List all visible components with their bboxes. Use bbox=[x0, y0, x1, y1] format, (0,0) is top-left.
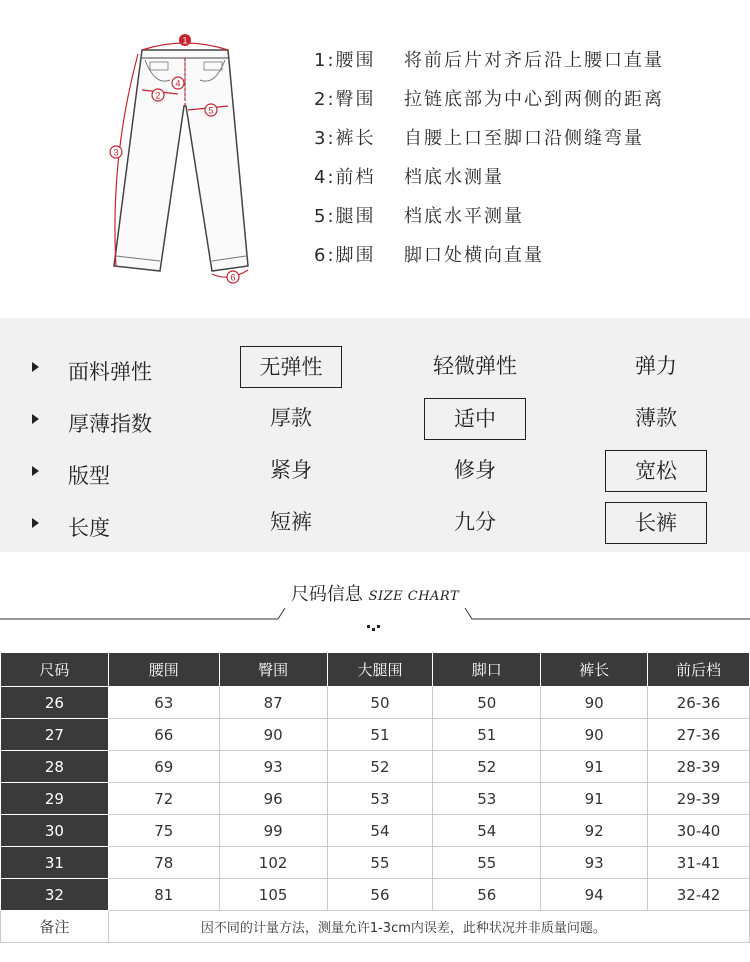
marker-5 bbox=[205, 104, 217, 116]
attribute-option-selected: 无弹性 bbox=[240, 346, 342, 388]
table-row bbox=[1, 751, 750, 783]
column-header: 脚口 bbox=[433, 653, 541, 687]
table-cell: 105 bbox=[219, 879, 327, 911]
legend-term: 3:裤长 bbox=[314, 128, 376, 149]
decor-dots-icon bbox=[367, 624, 383, 632]
table-cell: 90 bbox=[541, 719, 648, 751]
table-cell: 26-36 bbox=[648, 687, 750, 719]
table-cell: 31-41 bbox=[648, 847, 750, 879]
attribute-label: 厚薄指数 bbox=[68, 412, 152, 436]
attribute-option: 九分 bbox=[454, 510, 496, 534]
table-row bbox=[1, 687, 750, 719]
legend-description: 拉链底部为中心到两侧的距离 bbox=[404, 89, 664, 110]
table-row bbox=[1, 815, 750, 847]
column-header: 裤长 bbox=[541, 653, 648, 687]
table-cell: 52 bbox=[433, 751, 541, 783]
title-divider bbox=[0, 604, 750, 624]
bullet-arrow-icon bbox=[32, 414, 39, 424]
table-cell: 54 bbox=[433, 815, 541, 847]
table-cell: 63 bbox=[108, 687, 219, 719]
attribute-option: 轻微弹性 bbox=[433, 354, 517, 378]
svg-text:5: 5 bbox=[208, 105, 214, 116]
legend-row bbox=[314, 202, 734, 241]
table-cell: 56 bbox=[327, 879, 433, 911]
legend-row bbox=[314, 124, 734, 163]
table-cell: 28-39 bbox=[648, 751, 750, 783]
svg-text:4: 4 bbox=[175, 78, 181, 89]
table-cell: 53 bbox=[327, 783, 433, 815]
pants-diagram bbox=[100, 28, 270, 288]
attribute-row-thickness bbox=[0, 396, 750, 448]
table-cell: 27-36 bbox=[648, 719, 750, 751]
attribute-option: 厚款 bbox=[270, 406, 312, 430]
legend-row bbox=[314, 241, 734, 280]
table-cell: 81 bbox=[108, 879, 219, 911]
size-cell: 27 bbox=[1, 719, 109, 751]
table-cell: 96 bbox=[219, 783, 327, 815]
table-cell: 54 bbox=[327, 815, 433, 847]
table-cell: 55 bbox=[327, 847, 433, 879]
size-cell: 29 bbox=[1, 783, 109, 815]
size-chart-title-en: SIZE CHART bbox=[368, 589, 460, 604]
column-header: 大腿围 bbox=[327, 653, 433, 687]
legend-term: 5:腿围 bbox=[314, 206, 376, 227]
size-cell: 30 bbox=[1, 815, 109, 847]
legend-description: 档底水平测量 bbox=[404, 206, 524, 227]
attribute-option: 紧身 bbox=[270, 458, 312, 482]
legend-description: 将前后片对齐后沿上腰口直量 bbox=[404, 50, 664, 71]
size-cell: 32 bbox=[1, 879, 109, 911]
legend-row bbox=[314, 46, 734, 85]
attribute-row-fit bbox=[0, 448, 750, 500]
svg-text:6: 6 bbox=[230, 272, 236, 283]
legend-row bbox=[314, 85, 734, 124]
attribute-label: 长度 bbox=[68, 516, 110, 540]
table-cell: 51 bbox=[433, 719, 541, 751]
attribute-option: 薄款 bbox=[635, 406, 677, 430]
note-label: 备注 bbox=[1, 911, 109, 943]
legend-row bbox=[314, 163, 734, 202]
table-cell: 93 bbox=[541, 847, 648, 879]
table-cell: 55 bbox=[433, 847, 541, 879]
table-cell: 56 bbox=[433, 879, 541, 911]
marker-1 bbox=[179, 34, 191, 46]
column-header: 腰围 bbox=[108, 653, 219, 687]
table-cell: 94 bbox=[541, 879, 648, 911]
legend-description: 自腰上口至脚口沿侧缝弯量 bbox=[404, 128, 644, 149]
table-cell: 91 bbox=[541, 751, 648, 783]
table-cell: 90 bbox=[219, 719, 327, 751]
table-cell: 93 bbox=[219, 751, 327, 783]
table-row bbox=[1, 847, 750, 879]
attribute-label: 版型 bbox=[68, 464, 110, 488]
table-cell: 30-40 bbox=[648, 815, 750, 847]
measurement-section bbox=[0, 0, 750, 318]
attribute-option-selected: 适中 bbox=[424, 398, 526, 440]
table-cell: 87 bbox=[219, 687, 327, 719]
table-cell: 50 bbox=[327, 687, 433, 719]
table-row bbox=[1, 783, 750, 815]
column-header: 前后档 bbox=[648, 653, 750, 687]
attribute-row-elasticity bbox=[0, 344, 750, 396]
table-cell: 78 bbox=[108, 847, 219, 879]
bullet-arrow-icon bbox=[32, 466, 39, 476]
attribute-row-length bbox=[0, 500, 750, 552]
table-cell: 69 bbox=[108, 751, 219, 783]
size-chart-title-cn: 尺码信息 bbox=[290, 584, 363, 605]
attribute-option: 修身 bbox=[454, 458, 496, 482]
svg-text:2: 2 bbox=[155, 90, 161, 101]
legend-term: 6:脚围 bbox=[314, 245, 376, 266]
size-cell: 28 bbox=[1, 751, 109, 783]
marker-4 bbox=[172, 77, 184, 89]
table-cell: 72 bbox=[108, 783, 219, 815]
size-cell: 26 bbox=[1, 687, 109, 719]
table-row bbox=[1, 719, 750, 751]
table-row bbox=[1, 879, 750, 911]
table-cell: 102 bbox=[219, 847, 327, 879]
table-cell: 66 bbox=[108, 719, 219, 751]
bullet-arrow-icon bbox=[32, 362, 39, 372]
table-cell: 52 bbox=[327, 751, 433, 783]
attribute-option-selected: 长裤 bbox=[605, 502, 707, 544]
attribute-option: 弹力 bbox=[635, 354, 677, 378]
legend-term: 4:前档 bbox=[314, 167, 376, 188]
legend-description: 档底水测量 bbox=[404, 167, 504, 188]
table-cell: 32-42 bbox=[648, 879, 750, 911]
table-cell: 91 bbox=[541, 783, 648, 815]
marker-2 bbox=[152, 89, 164, 101]
legend-description: 脚口处横向直量 bbox=[404, 245, 544, 266]
size-chart-title bbox=[0, 580, 750, 606]
svg-text:3: 3 bbox=[113, 147, 119, 158]
attribute-option-selected: 宽松 bbox=[605, 450, 707, 492]
attribute-option: 短裤 bbox=[270, 510, 312, 534]
table-cell: 92 bbox=[541, 815, 648, 847]
table-cell: 29-39 bbox=[648, 783, 750, 815]
table-cell: 99 bbox=[219, 815, 327, 847]
legend-term: 1:腰围 bbox=[314, 50, 376, 71]
attribute-label: 面料弹性 bbox=[68, 360, 152, 384]
marker-3 bbox=[110, 146, 122, 158]
measurement-legend bbox=[314, 46, 734, 280]
table-cell: 50 bbox=[433, 687, 541, 719]
attributes-panel bbox=[0, 318, 750, 552]
size-cell: 31 bbox=[1, 847, 109, 879]
legend-term: 2:臀围 bbox=[314, 89, 376, 110]
note-text: 因不同的计量方法，测量允许1-3cm内误差，此种状况并非质量问题。 bbox=[108, 911, 749, 943]
size-table bbox=[0, 652, 750, 943]
table-cell: 51 bbox=[327, 719, 433, 751]
column-header: 尺码 bbox=[1, 653, 109, 687]
table-header-row bbox=[1, 653, 750, 687]
svg-text:1: 1 bbox=[182, 35, 188, 46]
table-cell: 53 bbox=[433, 783, 541, 815]
marker-6 bbox=[227, 271, 239, 283]
table-cell: 75 bbox=[108, 815, 219, 847]
table-note-row bbox=[1, 911, 750, 943]
table-cell: 90 bbox=[541, 687, 648, 719]
column-header: 臀围 bbox=[219, 653, 327, 687]
bullet-arrow-icon bbox=[32, 518, 39, 528]
